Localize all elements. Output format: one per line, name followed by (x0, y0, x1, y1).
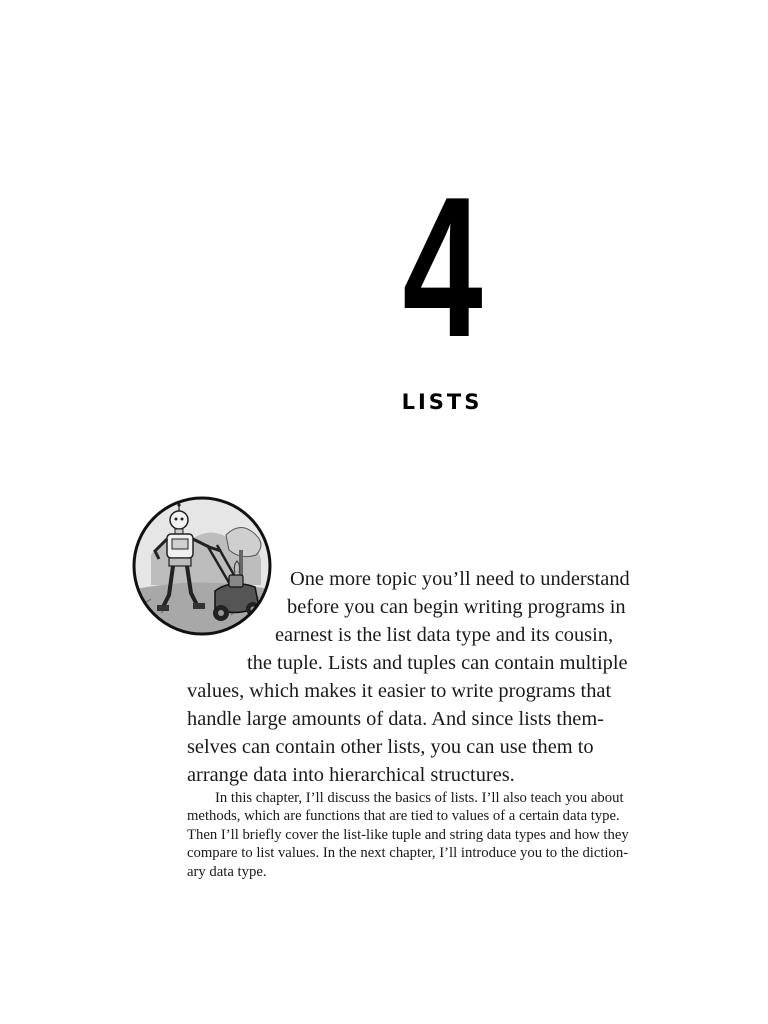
robot-mowing-lawn-icon (131, 495, 273, 637)
body-line: Then I’ll briefly cover the list-like tuple and string data types and how they (187, 826, 629, 843)
body-line: compare to list values. In the next chapter, I’ll introduce you to the diction- (187, 845, 629, 862)
body-line: methods, which are functions that are tied to values of a certain data type. (187, 808, 620, 825)
body-paragraph (187, 789, 692, 881)
intro-line: earnest is the list data type and its cousin, (275, 624, 614, 646)
body-line: ary data type. (187, 863, 267, 880)
intro-line: handle large amounts of data. And since lists them- (187, 708, 604, 730)
intro-line: the tuple. Lists and tuples can contain multiple (247, 652, 628, 674)
intro-line: values, which makes it easier to write programs that (187, 680, 612, 702)
intro-line: One more topic you’ll need to understand (290, 568, 630, 590)
intro-line: selves can contain other lists, you can use them to (187, 736, 594, 758)
intro-line: arrange data into hierarchical structures. (187, 764, 515, 786)
body-line: In this chapter, I’ll discuss the basics of lists. I’ll also teach you about (215, 790, 624, 806)
intro-line: before you can begin writing programs in (287, 596, 626, 618)
chapter-number: 4 (402, 156, 480, 379)
chapter-title: LISTS (401, 390, 483, 414)
